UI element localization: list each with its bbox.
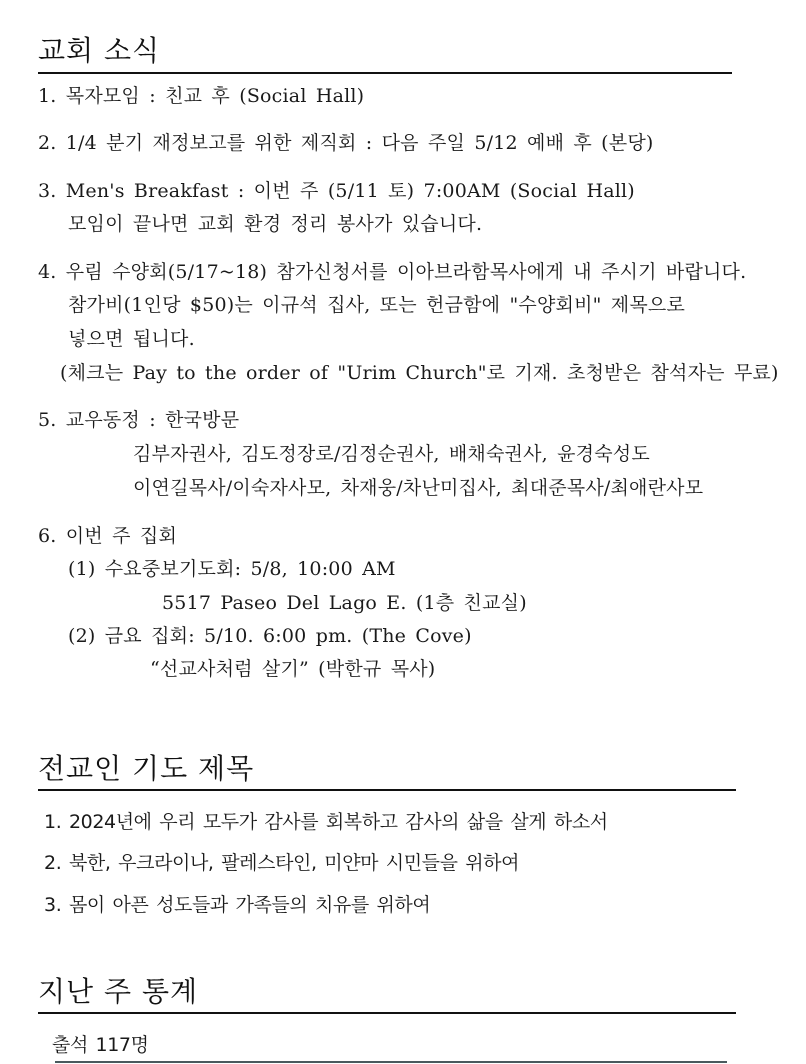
- news-item-6: 6. 이번 주 집회: [38, 525, 178, 547]
- news-item-4-detail-2: 넣으면 됩니다.: [68, 328, 195, 350]
- attendance-count: 출석 117명: [52, 1034, 149, 1056]
- section-divider: [38, 1012, 736, 1014]
- section-title-stats: 지난 주 통계: [38, 975, 199, 1008]
- section-divider: [38, 789, 736, 791]
- news-item-3-detail: 모임이 끝나면 교회 환경 정리 봉사가 있습니다.: [68, 213, 483, 235]
- stats-divider: [55, 1061, 727, 1063]
- news-item-4: 4. 우림 수양회(5/17~18) 참가신청서를 이아브라함목사에게 내 주시기 바랍니다.: [38, 261, 747, 283]
- news-item-6-meeting-1: (1) 수요중보기도회: 5/8, 10:00 AM: [68, 558, 396, 580]
- news-item-5-names-2: 이연길목사/이숙자사모, 차재웅/차난미집사, 최대준목사/최애란사모: [133, 477, 704, 499]
- news-item-6-meeting-2-topic: “선교사처럼 살기” (박한규 목사): [150, 658, 436, 680]
- news-item-6-meeting-1-location: 5517 Paseo Del Lago E. (1층 친교실): [162, 592, 527, 614]
- prayer-item-1: 1. 2024년에 우리 모두가 감사를 회복하고 감사의 삶을 살게 하소서: [44, 811, 608, 833]
- news-item-3: 3. Men's Breakfast : 이번 주 (5/11 토) 7:00AM (Social Hall): [38, 180, 635, 202]
- news-item-2: 2. 1/4 분기 재정보고를 위한 제직회 : 다음 주일 5/12 예배 후 (본당): [38, 132, 654, 154]
- section-divider: [38, 72, 732, 74]
- news-item-5-names-1: 김부자권사, 김도정장로/김정순권사, 배채숙권사, 윤경숙성도: [133, 443, 650, 465]
- news-item-1: 1. 목자모임 : 친교 후 (Social Hall): [38, 85, 365, 107]
- prayer-item-3: 3. 몸이 아픈 성도들과 가족들의 치유를 위하여: [44, 894, 431, 916]
- news-item-4-note: (체크는 Pay to the order of "Urim Church"로 기재. 초청받은 참석자는 무료): [60, 362, 779, 384]
- section-title-news: 교회 소식: [38, 34, 161, 67]
- section-title-prayer: 전교인 기도 제목: [38, 752, 255, 785]
- news-item-5: 5. 교우동정 : 한국방문: [38, 409, 240, 431]
- news-item-6-meeting-2: (2) 금요 집회: 5/10. 6:00 pm. (The Cove): [68, 625, 472, 647]
- news-item-4-detail-1: 참가비(1인당 $50)는 이규석 집사, 또는 헌금함에 "수양회비" 제목으로: [68, 294, 686, 316]
- prayer-item-2: 2. 북한, 우크라이나, 팔레스타인, 미얀마 시민들을 위하여: [44, 852, 520, 874]
